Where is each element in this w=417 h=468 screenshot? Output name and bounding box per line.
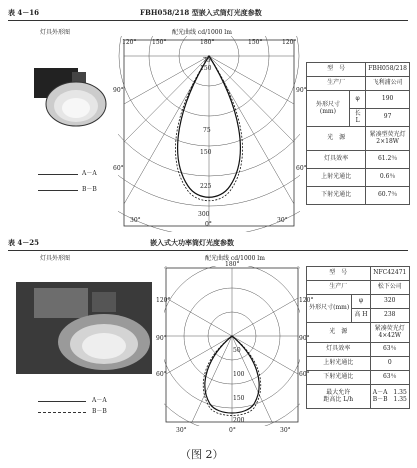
tick-top-5: 120° (282, 39, 297, 46)
up-value-2: 0 (370, 357, 409, 371)
eff-label-2: 灯具效率 (307, 343, 371, 357)
spec-table-1 (306, 62, 410, 205)
ratio-b-2: B－B 1.35 (372, 395, 407, 403)
phi-value-2: 320 (370, 295, 409, 309)
light-value-1a: 紧凑型荧光灯 (369, 130, 406, 138)
model-label-1: 型 号 (307, 63, 366, 77)
tick-top-4: 150° (248, 39, 263, 46)
legend-line-b-1 (38, 190, 78, 191)
table-title-2: 嵌入式大功率筒灯光度参数 (150, 238, 234, 247)
eff-value-1: 61.2％ (366, 151, 410, 169)
down-label-2: 下射光通比 (307, 371, 371, 385)
len-value-1: 97 (366, 109, 410, 127)
tick-right-3: 30° (277, 217, 288, 224)
light-label-1: 光 源 (307, 127, 366, 151)
light-value-1b: 2×18W (376, 137, 399, 145)
radius-2-2: 100 (233, 371, 245, 378)
radius-1: 75 (203, 57, 211, 64)
tick-top-1-2: 180° (225, 261, 240, 268)
model-label-2: 型 号 (307, 267, 371, 281)
phi-label-1: φ (349, 91, 365, 109)
tick-left-1: 90° (113, 87, 124, 94)
tick-bottom-1-2: 30° (176, 427, 187, 434)
luminaire-photo-1 (28, 62, 112, 130)
tick-right-3-2: 60° (299, 371, 310, 378)
luminaire-photo-2 (16, 282, 152, 374)
tick-top-1: 120° (122, 39, 137, 46)
radius-1-2: 50 (233, 347, 241, 354)
light-value-2a: 紧凑荧光灯 (374, 324, 405, 332)
ratio-a-2: A－A 1.35 (372, 388, 407, 396)
up-label-1: 上射光通比 (307, 169, 366, 187)
photo-label-2: 灯具外形图 (40, 255, 71, 262)
ratio-label-2b: 距高比 L/h (323, 395, 354, 403)
light-value-2b: 4×42W (378, 331, 402, 339)
phi-value-1: 190 (366, 91, 410, 109)
header-rule-2 (8, 250, 408, 251)
legend-b-2: B－B (92, 408, 107, 415)
radius-3-2: 150 (233, 395, 245, 402)
tick-left-1-2: 120° (156, 297, 171, 304)
up-label-2: 上射光通比 (307, 357, 371, 371)
tick-bottom-2-2: 0° (229, 427, 236, 434)
light-label-2: 光 源 (307, 323, 371, 343)
legend-a-1: A－A (82, 170, 97, 177)
curve-label-2: 配光曲线 cd/1000 lm (205, 255, 265, 262)
legend-line-a-2 (38, 401, 86, 402)
curve-label-1: 配光曲线 cd/1000 lm (172, 29, 232, 36)
photo-label-1: 灯具外形图 (40, 29, 71, 36)
ratio-label-2a: 最大允许 (326, 388, 351, 396)
header-rule-1 (8, 20, 408, 21)
table-number-1: 表 4－16 (8, 8, 40, 17)
up-value-1: 0.6％ (366, 169, 410, 187)
radius-2: 150 (200, 65, 212, 72)
tick-left-3-2: 60° (156, 371, 167, 378)
tick-top-3: 180° (200, 39, 215, 46)
tick-right-2-2: 90° (299, 335, 310, 342)
spec-table-2 (306, 266, 410, 409)
maker-label-2: 生产厂 (307, 281, 371, 295)
size-label-2: 外形尺寸(mm) (307, 295, 352, 323)
tick-left-3: 30° (130, 217, 141, 224)
tick-left-2: 60° (113, 165, 124, 172)
legend-b-1: B－B (82, 186, 97, 193)
figure-caption: （图 2） (180, 448, 224, 461)
radius-5: 225 (200, 183, 212, 190)
tick-right-1: 90° (296, 87, 307, 94)
h-value-2: 238 (370, 309, 409, 323)
down-label-1: 下射光通比 (307, 187, 366, 205)
phi-label-2: φ (352, 295, 370, 309)
polar-curve-2 (164, 266, 300, 426)
len-label-1: 长 L (349, 109, 365, 127)
tick-top-2: 150° (152, 39, 167, 46)
tick-bottom-3-2: 30° (280, 427, 291, 434)
eff-value-2: 63％ (370, 343, 409, 357)
radius-4-2: 200 (233, 417, 245, 424)
tick-left-2-2: 90° (156, 335, 167, 342)
maker-value-2: 松下公司 (370, 281, 409, 295)
legend-a-2: A－A (92, 397, 107, 404)
legend-line-a-1 (38, 174, 78, 175)
h-label-2: 高 H (352, 309, 370, 323)
size-label-1: 外形尺寸(mm) (307, 91, 350, 127)
model-value-1: FBH058/218 (366, 63, 410, 77)
legend-line-b-2 (38, 412, 86, 413)
model-value-2: NFC42471 (370, 267, 409, 281)
down-value-2: 63％ (370, 371, 409, 385)
table-number-2: 表 4－25 (8, 238, 40, 247)
maker-value-1: 飞利浦公司 (366, 77, 410, 91)
radius-4: 150 (200, 149, 212, 156)
table-title-1: FBH058/218 型嵌入式筒灯光度参数 (140, 8, 262, 17)
tick-right-1-2: 120° (299, 297, 314, 304)
radius-3: 75 (203, 127, 211, 134)
tick-bottom-0deg-1: 0° (205, 221, 212, 228)
down-value-1: 60.7％ (366, 187, 410, 205)
tick-right-2: 60° (296, 165, 307, 172)
radius-6: 300 (198, 211, 210, 218)
eff-label-1: 灯具效率 (307, 151, 366, 169)
maker-label-1: 生产厂 (307, 77, 366, 91)
